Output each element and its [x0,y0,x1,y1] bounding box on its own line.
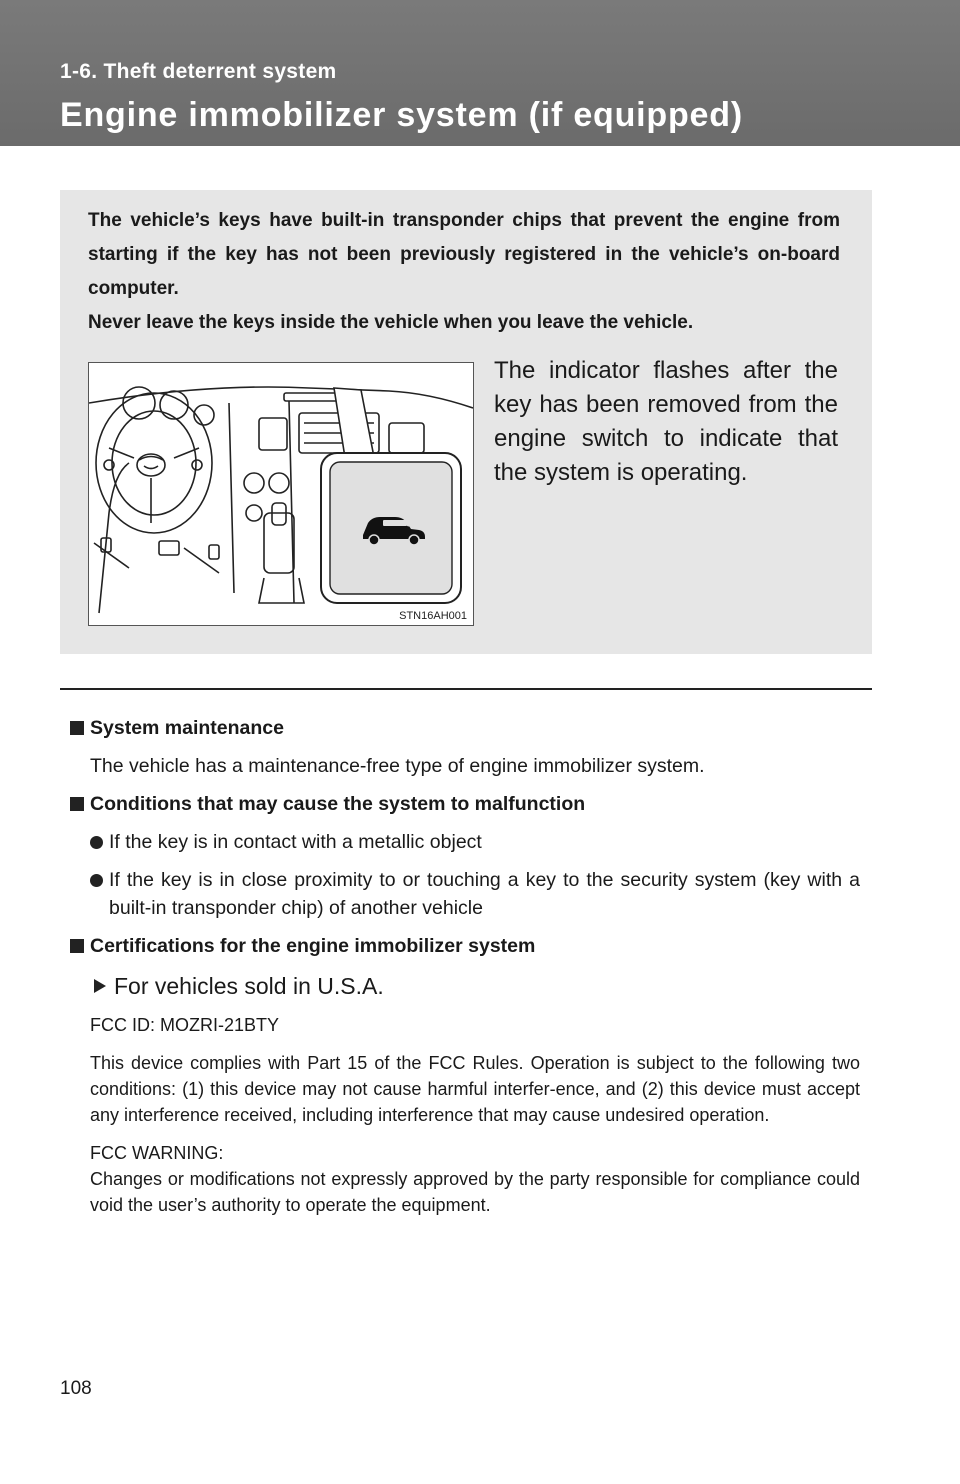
dashboard-drawing [89,363,473,625]
list-item-text: If the key is in close proximity to or touching a key to the security system (key with a built-in transponder chip) of another vehicle [109,869,860,919]
circle-bullet-icon [90,836,103,849]
circle-bullet-icon [90,874,103,887]
page-title: Engine immobilizer system (if equipped) [60,96,743,134]
square-bullet-icon [70,721,84,735]
square-bullet-icon [70,797,84,811]
page-number: 108 [60,1378,92,1399]
heading-text: Certifications for the engine immobilizer system [90,935,536,957]
heading-text: System maintenance [90,717,285,739]
maintenance-text: The vehicle has a maintenance-free type of engine immobilizer system. [90,755,705,777]
divider [60,688,872,690]
square-bullet-icon [70,939,84,953]
indicator-caption: The indicator flashes after the key has been removed from the engine switch to indicate that the system is operating. [494,357,838,486]
fcc-compliance: This device complies with Part 15 of the FCC Rules. Operation is subject to the following two conditions: (1) this device may not cause harmful interfer-ence, and (2) this device must accept any interference received, including interference that may cause undesired operation. [90,1053,860,1125]
triangle-pointer-icon [94,979,106,993]
body-content [70,714,860,1230]
list-item [90,828,860,856]
fcc-warning [90,1140,860,1218]
heading-malfunction [70,790,860,818]
list-item [90,866,860,922]
intro-warning: Never leave the keys inside the vehicle when you leave the vehicle. [88,312,694,333]
intro-paragraph: The vehicle’s keys have built-in transponder chips that prevent the engine from starting if the key has not been previously registered in the vehicle’s on-board computer. [88,210,840,299]
intro-text [88,204,840,340]
region-label [94,970,860,1002]
fcc-warning-label: FCC WARNING: [90,1143,224,1163]
heading-system-maintenance [70,714,860,742]
intro-box [60,190,872,654]
heading-certifications [70,932,860,960]
page-header [0,0,960,146]
dashboard-illustration [88,362,474,626]
figure-code: STN16AH001 [399,610,467,622]
region-text: For vehicles sold in U.S.A. [114,973,384,999]
fcc-id: FCC ID: MOZRI-21BTY [90,1015,280,1035]
list-item-text: If the key is in contact with a metallic object [109,831,482,853]
fcc-warning-text: Changes or modifications not expressly approved by the party responsible for compliance could void the user’s authority to operate the equipment. [90,1169,860,1215]
heading-text: Conditions that may cause the system to malfunction [90,793,586,815]
section-label: 1-6. Theft deterrent system [60,60,337,83]
